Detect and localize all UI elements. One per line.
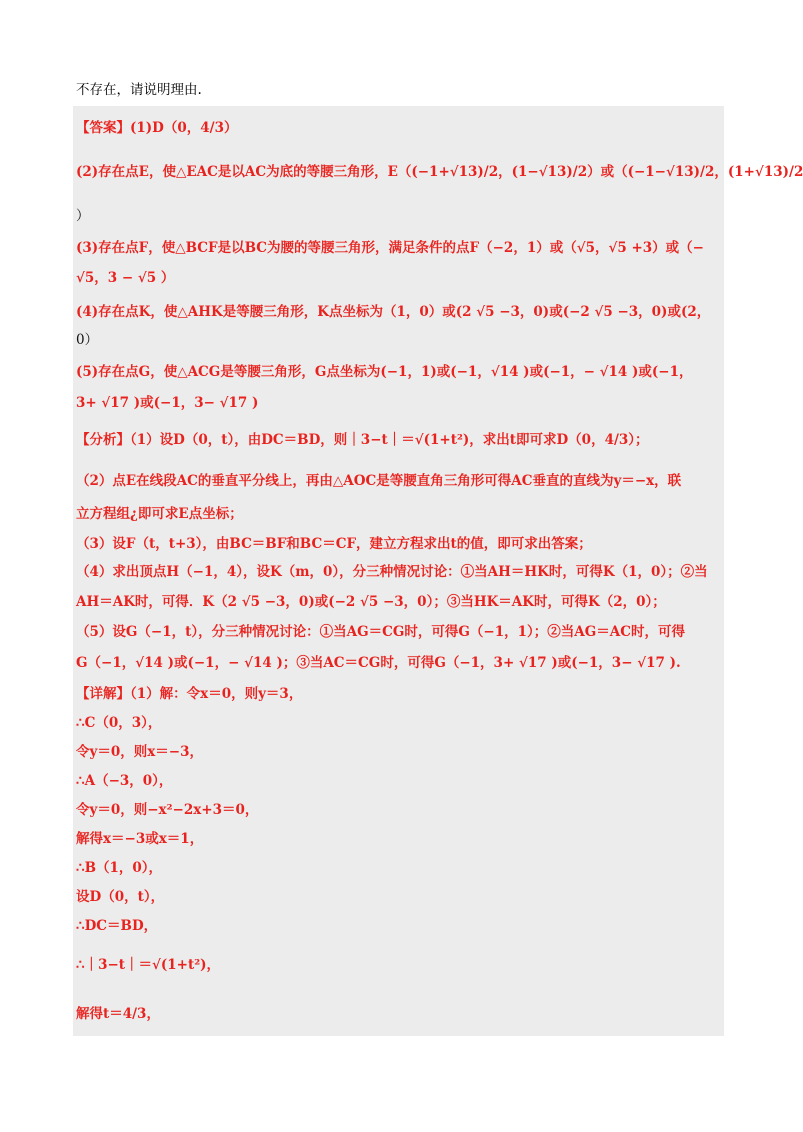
solution-line: ∴A（−3，0）， [76, 773, 173, 789]
solution-line: 3+ √17 )或(−1，3− √17 ) [76, 395, 259, 411]
solution-line: ∴C（0，3）， [76, 715, 162, 731]
solution-line: 令y＝0，则−x²−2x+3＝0， [76, 802, 259, 818]
solution-line: ∴DC＝BD， [76, 918, 158, 934]
solution-line: G（−1，√14 )或(−1，− √14 )；③当AC＝CG时，可得G（−1，3+ √17 )或(−1，3− √17 ). [76, 655, 681, 671]
solution-line: ∴B（1，0）， [76, 860, 163, 876]
solution-line: ） [76, 208, 90, 224]
solution-line: 令y＝0，则x＝−3， [76, 744, 203, 760]
solution-line: AH＝AK时，可得．K（2 √5 −3，0)或(−2 √5 −3，0）；③当HK＝AK时，可得K（2，0）； [76, 594, 666, 610]
solution-line: 立方程组¿即可求E点坐标； [76, 506, 243, 522]
solution-line: (3)存在点F，使△BCF是以BC为腰的等腰三角形，满足条件的点F（−2，1）或（√5，√5 +3）或（− [76, 240, 704, 256]
solution-line: √5，3 − √5 ） [76, 270, 175, 286]
solution-line: （5）设G（−1，t），分三种情况讨论：①当AG＝CG时，可得G（−1，1）；②当AG＝AC时，可得 [76, 624, 685, 640]
solution-line: 【答案】(1)D（0，4/3） [76, 120, 238, 136]
solution-line: 【详解】（1）解：令x＝0，则y＝3， [76, 686, 303, 702]
solution-line: (4)存在点K，使△AHK是等腰三角形，K点坐标为（1，0）或(2 √5 −3，0)或(−2 √5 −3，0)或(2， [76, 304, 711, 320]
solution-line: 解得t＝4/3， [76, 1006, 160, 1022]
solution-line: ∴｜3−t｜＝√(1+t²)， [76, 957, 221, 973]
solution-line: 解得x＝−3或x＝1， [76, 831, 204, 847]
solution-line: （4）求出顶点H（−1，4），设K（m，0），分三种情况讨论：①当AH＝HK时，可得K（1，0）；②当 [76, 564, 708, 580]
solution-line: 设D（0，t）， [76, 889, 165, 905]
solution-line: (5)存在点G，使△ACG是等腰三角形，G点坐标为(−1，1)或(−1，√14 )或(−1，− √14 )或(−1， [76, 364, 693, 380]
solution-line: 【分析】（1）设D（0，t），由DC＝BD，则｜3−t｜＝√(1+t²)，求出t即可求D（0，4/3）； [76, 432, 649, 448]
solution-line: 0） [76, 332, 99, 348]
solution-line: （2）点E在线段AC的垂直平分线上，再由△AOC是等腰直角三角形可得AC垂直的直线为y＝−x，联 [76, 473, 682, 489]
solution-line: (2)存在点E，使△EAC是以AC为底的等腰三角形，E（(−1+√13)/2，(1−√13)/2）或（(−1−√13)/2，(1+√13)/2 [76, 164, 803, 180]
solution-line: （3）设F（t，t+3），由BC＝BF和BC＝CF，建立方程求出t的值，即可求出答案； [76, 536, 592, 552]
problem-intro: 不存在，请说明理由. [76, 82, 202, 98]
